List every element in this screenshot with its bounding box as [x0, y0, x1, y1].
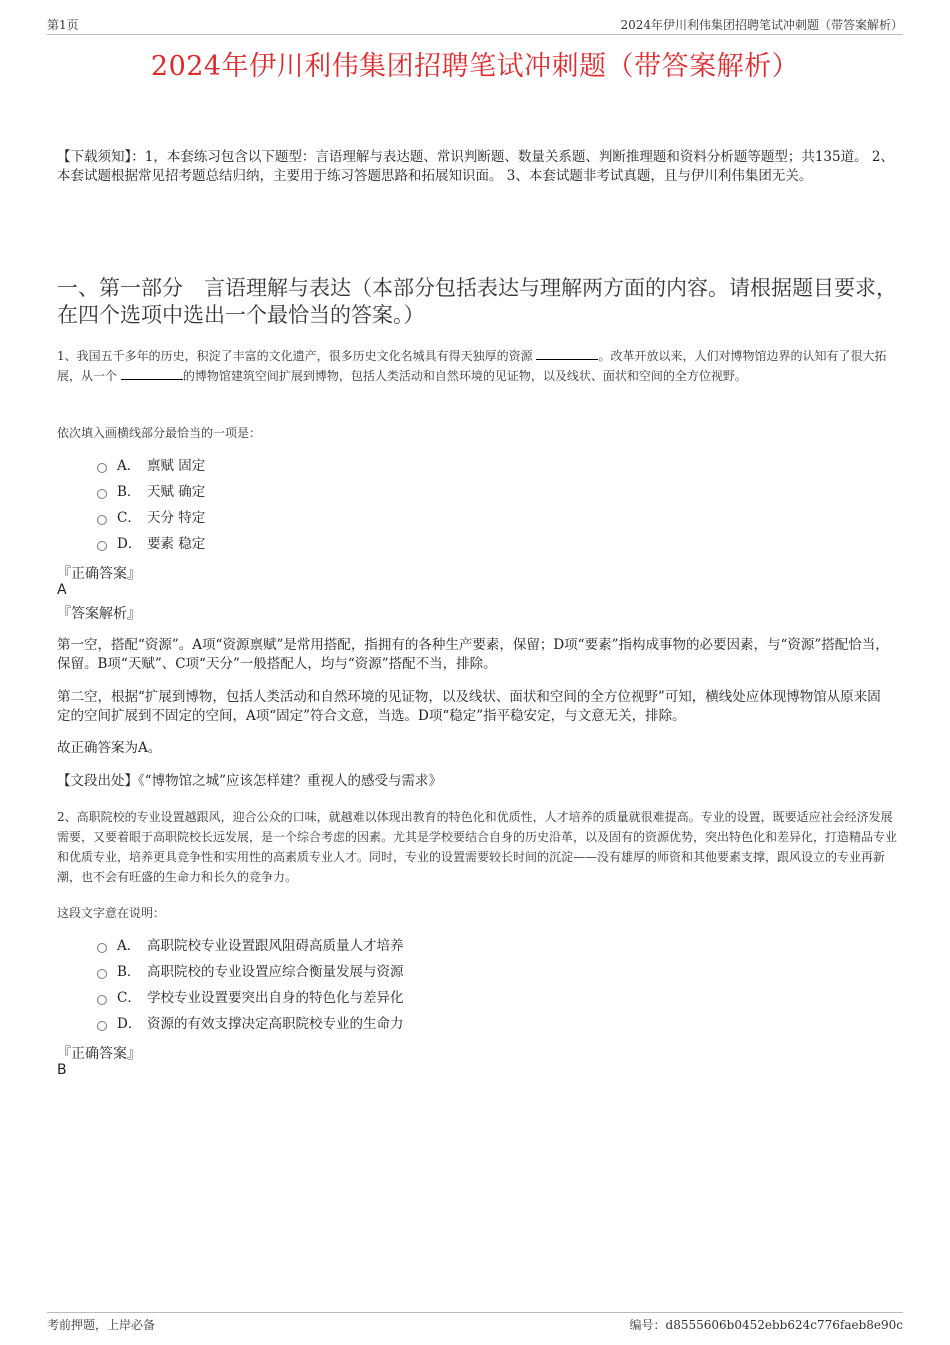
correct-answer-label: 『正确答案』	[57, 566, 141, 582]
option-text: 高职院校专业设置跟风阻碍高质量人才培养	[147, 938, 404, 954]
radio-icon[interactable]	[97, 995, 107, 1005]
download-notice: 【下载须知】：1，本套练习包含以下题型：言语理解与表达题、常识判断题、数量关系题、判断推理题和资料分析题等题型；共135道。 2、本套试题根据常见招考题总结归纳，主要用于练习答题思路和拓展知识面。 3、本套试题非考试真题，且与伊川利伟集团无关。	[57, 149, 894, 184]
section-title: 一、第一部分 言语理解与表达（本部分包括表达与理解两方面的内容。请根据题目要求，在四个选项中选出一个最恰当的答案。）	[57, 276, 897, 327]
document-title: 2024年伊川利伟集团招聘笔试冲刺题（带答案解析）	[150, 51, 800, 82]
radio-icon[interactable]	[97, 515, 107, 525]
radio-icon[interactable]	[97, 969, 107, 979]
option-text: 学校专业设置要突出自身的特色化与差异化	[147, 990, 404, 1006]
radio-icon[interactable]	[97, 463, 107, 473]
question-2-prompt: 这段文字意在说明：	[57, 906, 166, 920]
option-letter: D．	[117, 536, 142, 552]
question-2-text: 2、高职院校的专业设置越跟风，迎合公众的口味，就越难以体现出教育的特色化和优质性，人才培养的质量就很难提高。专业的设置，既要适应社会经济发展需要，又要着眼于高职院校长远发展，是一个综合考虑的因素。尤其是学校要结合自身的历史沿革，以及固有的资源优势，突出特色化和差异化，打造精品专业和优质专业，培养更具竞争性和实用性的高素质专业人才。同时，专业的设置需要较长时间的沉淀——没有雄厚的师资和其他要素支撑，跟风设立的专业再新潮，也不会有旺盛的生命力和长久的竞争力。	[57, 810, 898, 884]
option-a[interactable]	[97, 933, 404, 959]
option-c[interactable]	[97, 505, 205, 531]
option-b[interactable]	[97, 959, 404, 985]
footer-document-id: 编号：d8555606b0452ebb624c776faeb8e90c	[629, 1318, 903, 1332]
analysis-paragraph-1: 第一空，搭配“资源”。A项“资源禀赋”是常用搭配，指拥有的各种生产要素，保留；D项“要素”指构成事物的必要因素，与“资源”搭配恰当，保留。B项“天赋”、C项“天分”一般搭配人，均与“资源”搭配不当，排除。	[57, 637, 889, 672]
correct-answer: B	[57, 1062, 67, 1078]
option-c[interactable]	[97, 985, 404, 1011]
radio-icon[interactable]	[97, 1021, 107, 1031]
option-letter: D．	[117, 1016, 142, 1032]
header-doc-title: 2024年伊川利伟集团招聘笔试冲刺题（带答案解析）	[620, 18, 903, 32]
question-1-text-part: 的博物馆建筑空间扩展到博物，包括人类活动和自然环境的见证物，以及线状、面状和空间的全方位视野。	[182, 369, 747, 383]
option-letter: A．	[117, 458, 141, 474]
option-letter: A．	[117, 938, 141, 954]
question-1-text-part: 。改革开放以来，人们对博物馆边界的认知有了很大拓展，从一个	[57, 349, 887, 383]
correct-answer: A	[57, 582, 67, 598]
question-1-options	[97, 453, 205, 557]
analysis-label: 『答案解析』	[57, 606, 141, 622]
question-1-text-part: 1、我国五千多年的历史，积淀了丰富的文化遗产，很多历史文化名城具有得天独厚的资源	[57, 349, 533, 363]
question-1-prompt: 依次填入画横线部分最恰当的一项是：	[57, 426, 262, 440]
footer-slogan: 考前押题，上岸必备	[47, 1318, 156, 1332]
option-text: 禀赋 固定	[147, 458, 206, 474]
option-text: 天赋 确定	[147, 484, 206, 500]
option-text: 资源的有效支撑决定高职院校专业的生命力	[147, 1016, 404, 1032]
option-text: 高职院校的专业设置应综合衡量发展与资源	[147, 964, 404, 980]
option-d[interactable]	[97, 1011, 404, 1037]
analysis-conclusion: 故正确答案为A。	[57, 740, 162, 756]
analysis-paragraph-2: 第二空，根据“扩展到博物，包括人类活动和自然环境的见证物，以及线状、面状和空间的全方位视野”可知，横线处应体现博物馆从原来固定的空间扩展到不固定的空间，A项“固定”符合文意，当选。D项“稳定”指平稳安定，与文意无关，排除。	[57, 689, 881, 724]
radio-icon[interactable]	[97, 943, 107, 953]
option-a[interactable]	[97, 453, 205, 479]
passage-source: 【文段出处】《“博物馆之城”应该怎样建？重视人的感受与需求》	[57, 773, 443, 789]
page-footer	[47, 1312, 903, 1335]
correct-answer-label: 『正确答案』	[57, 1046, 141, 1062]
radio-icon[interactable]	[97, 489, 107, 499]
option-b[interactable]	[97, 479, 205, 505]
option-letter: B．	[117, 964, 141, 980]
option-d[interactable]	[97, 531, 205, 557]
page-header	[47, 14, 903, 35]
fill-blank	[536, 347, 598, 360]
option-letter: C．	[117, 990, 141, 1006]
page-number: 第1页	[47, 18, 79, 32]
question-1-text	[57, 346, 899, 386]
option-text: 要素 稳定	[147, 536, 206, 552]
option-text: 天分 特定	[147, 510, 206, 526]
option-letter: C．	[117, 510, 141, 526]
fill-blank	[121, 367, 183, 380]
option-letter: B．	[117, 484, 141, 500]
radio-icon[interactable]	[97, 541, 107, 551]
question-2-options	[97, 933, 404, 1037]
